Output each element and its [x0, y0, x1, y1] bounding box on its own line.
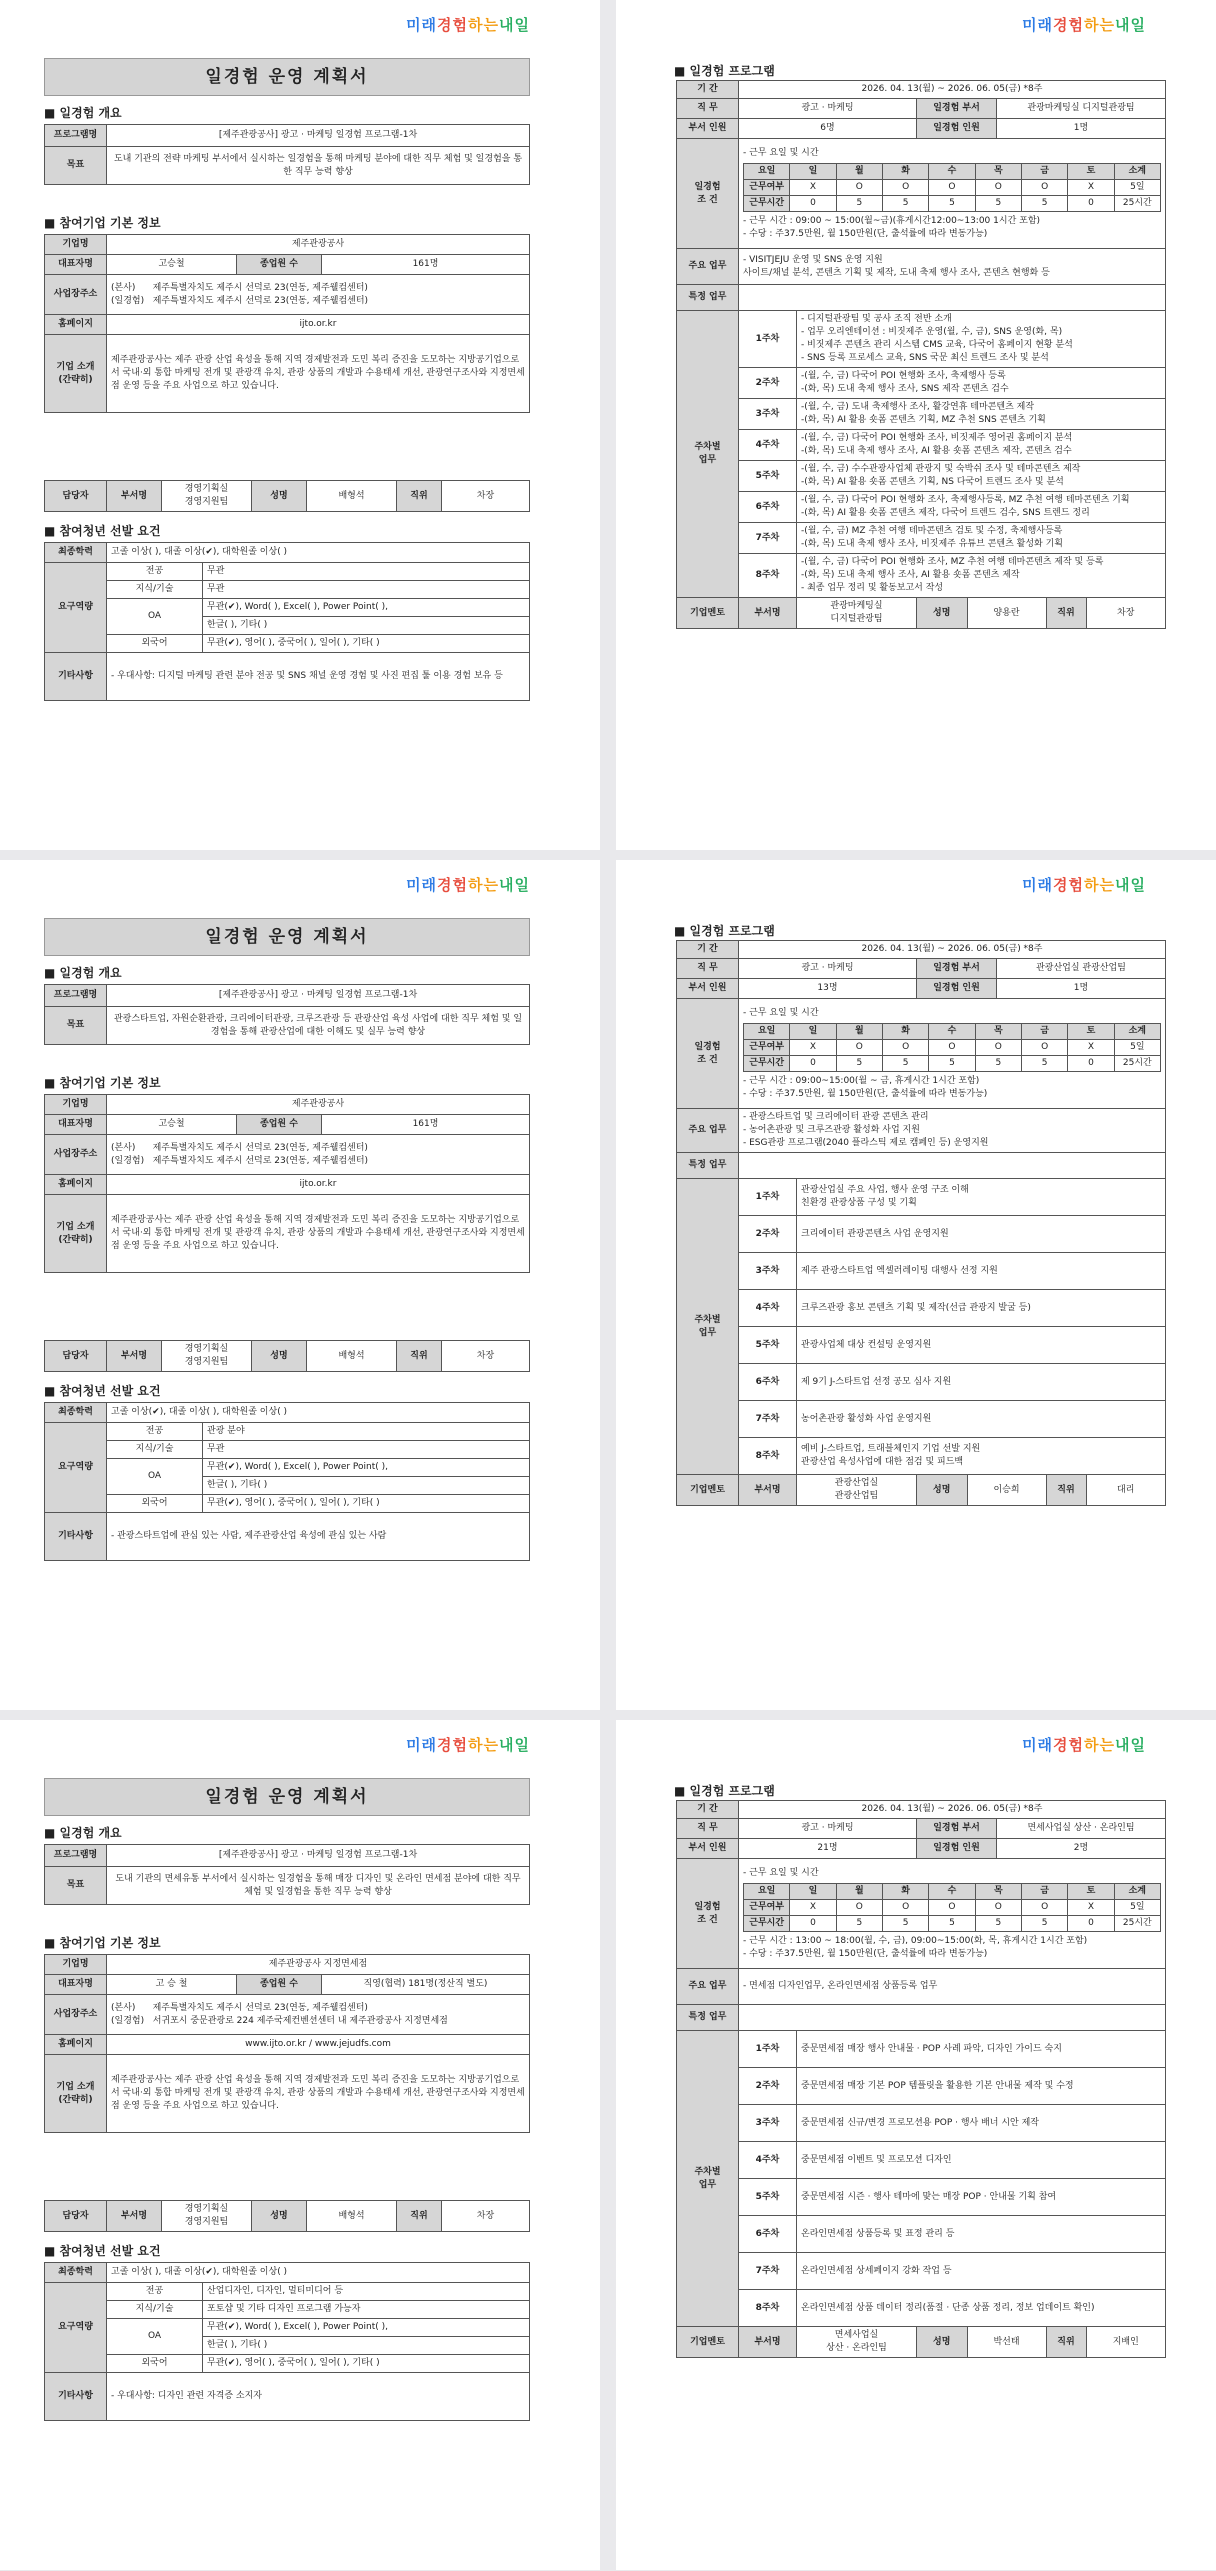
schedule-cell: 5	[975, 195, 1021, 211]
section-heading-requirements: ■ 참여청년 선발 요건	[44, 524, 161, 538]
schedule-cell: O	[1021, 1899, 1067, 1915]
schedule-cell: O	[929, 1039, 975, 1055]
schedule-cell: O	[882, 1899, 928, 1915]
schedule-cell: 근무시간	[744, 195, 790, 211]
schedule-cell: 월	[836, 1883, 882, 1899]
schedule-cell: 5일	[1114, 179, 1160, 195]
week-row	[677, 1327, 1166, 1364]
schedule-cell: 25시간	[1114, 1915, 1160, 1931]
week-label: 6주차	[739, 1364, 797, 1401]
week-row	[677, 523, 1166, 554]
week-task: 중문면세점 신규/변경 프로모션용 POP · 행사 배너 시안 제작	[797, 2105, 1166, 2142]
schedule-cell: 0	[790, 1915, 836, 1931]
program-logo: 미래경험하는내일	[406, 16, 530, 34]
schedule-cell: 목	[975, 163, 1021, 179]
schedule-cell: 5	[1021, 195, 1067, 211]
week-task: 예비 J-스타트업, 트래블체인지 기업 선발 지원 관광산업 육성사업에 대한 점검 및 피드백	[797, 1438, 1166, 1475]
week-label: 6주차	[739, 2216, 797, 2253]
week-task: 중문면세점 매장 행사 안내물 · POP 사례 파악, 디자인 가이드 숙지	[797, 2031, 1166, 2068]
schedule-cell: 25시간	[1114, 195, 1160, 211]
week-label: 5주차	[739, 1327, 797, 1364]
week-task: 온라인면세점 상세페이지 강화 작업 등	[797, 2253, 1166, 2290]
schedule-cell: O	[975, 1899, 1021, 1915]
schedule-cell: 금	[1021, 1883, 1067, 1899]
week-row	[677, 2253, 1166, 2290]
week-label: 3주차	[739, 2105, 797, 2142]
week-row	[677, 1216, 1166, 1253]
week-label: 5주차	[739, 461, 797, 492]
schedule-cell: 0	[790, 195, 836, 211]
schedule-cell: 화	[882, 1883, 928, 1899]
plan-page	[0, 860, 600, 1710]
week-task: - 디지털관광팀 및 공사 조직 전반 소개 - 업무 오리엔테이션 : 비짓제주 운영(월, 수, 금), SNS 운영(화, 목) - 비짓제주 콘텐츠 관리 시스템 CMS 교육, 다국어 홈페이지 현황 분석 - SNS 등록 프로세스 교육, SNS 국문 최신 트렌드 조사 및 분석	[797, 311, 1166, 368]
schedule-cell: 소계	[1114, 163, 1160, 179]
work-schedule-table	[743, 1883, 1161, 1932]
schedule-cell: 토	[1068, 163, 1114, 179]
week-label: 3주차	[739, 1253, 797, 1290]
week-row	[677, 2290, 1166, 2327]
week-task: 크루즈관광 홍보 콘텐츠 기획 및 제작(선급 관광지 발굴 등)	[797, 1290, 1166, 1327]
program-table: 기 간 2026. 04. 13(월) ~ 2026. 06. 05(금) *8주 직 무 광고 · 마케팅 일경험 부서 관광마케팅실 디지털관광팀 부서 인원 6명 일경험 인원 1명 일경험 조 건 - 근무 요일 및 시간 요일 일 월 화 수 목 금 토 소계 근무여부 X O O O O O X 5일 근무시간 0 5 5 5 5 5 0 25시간 - 근무 시간 : 09:00 ~ 15:00(월~금)(휴게시간12:00~13:00 1시간 포함) - 수당 : 주37.5만원, 월 150만원(단, 출석률에 따라 변동가능) 주요 업무 - VISITJEJU 운영 및 SNS 운영 지원 사이트/채널 분석, 콘텐츠 기획 및 제작, 도내 축제 행사 조사, 콘텐츠 현행화 등 특정 업무 주차별 업무 1주차 - 디지털관광팀 및 공사 조직 전반 소개 - 업무 오리엔테이션 : 비짓제주 운영(월, 수, 금), SNS 운영(화, 목) - 비짓제주 콘텐츠 관리 시스템 CMS 교육, 다국어 홈페이지 현황 분석 - SNS 등록 프로세스 교육, SNS 국문 최신 트렌드 조사 및 분석 2주차 -(월, 수, 금) 다국어 POI 현행화 조사, 축제행사 등록 -(화, 목) 도내 축제 행사 조사, SNS 제작 콘텐츠 검수 3주차 -(월, 수, 금) 도내 축제행사 조사, 활강연휴 테마콘텐츠 제작 -(화, 목) AI 활용 숏폼 콘텐츠 기획, MZ 추천 SNS 콘텐츠 기획 4주차 -(월, 수, 금) 다국어 POI 현행화 조사, 비짓제주 영어권 홈페이지 분석 -(화, 목) 도내 축제 행사 조사, AI 활용 숏폼 콘텐츠 제작, 콘텐츠 검수 5주차 -(월, 수, 금) 수수관광사업체 관광지 및 숙박쉬 조사 및 테마콘텐츠 제작 -(화, 목) AI 활용 숏폼 콘텐츠 기획, NS 다국어 트렌드 조사 및 분석 6주차 -(월, 수, 금) 다국어 POI 현행화 조사, 축제행사등록, MZ 추천 여행 테마콘텐츠 기획 -(화, 목) AI 활용 숏폼 콘텐츠 제작, 다국어 트렌드 검수, SNS 트렌드 정리 7주차 -(월, 수, 금) MZ 추천 여행 테마콘텐츠 검토 및 수정, 축제행사등록 -(화, 목) 도내 축제 행사 조사, 비짓제주 유튜브 콘텐츠 활성화 기획 8주차 -(월, 수, 금) 다국어 POI 현행화 조사, MZ 추천 여행 테마콘텐츠 제작 및 등록 -(화, 목) 도내 축제 행사 조사, AI 활용 숏폼 콘텐츠 제작 - 최종 업무 정리 및 활동보고서 작성 기업멘토 부서명 관광마케팅실 디지털관광팀 성명 양용란 직위 차장	[676, 80, 1166, 629]
schedule-cell: X	[790, 1899, 836, 1915]
company-table: 기업명 제주관광공사 대표자명 고승철 종업원 수 161명 사업장주소 (본사) 제주특별자치도 제주시 선덕로 23(연동, 제주웰컴센터) (일경험) 제주특별자치도 제주시 선덕로 23(연동, 제주웰컴센터) 홈페이지 ijto.or.kr 기업 소개 (간략히) 제주관광공사는 제주 관광 산업 육성을 통해 지역 경제발전과 도민 복리 증진을 도모하는 지방공기업으로서 국내·외 통합 마케팅 전개 및 관광객 유치, 관광 상품의 개발과 수용태세 개선, 관광연구조사와 지정면세점 운영 등을 주요 사업으로 하고 있습니다.	[44, 1094, 530, 1273]
schedule-cell: O	[882, 179, 928, 195]
schedule-cell: 5일	[1114, 1039, 1160, 1055]
week-task: 중문면세점 시즌 · 행사 테마에 맞는 매장 POP · 안내물 기획 참여	[797, 2179, 1166, 2216]
week-row	[677, 492, 1166, 523]
schedule-cell: 목	[975, 1023, 1021, 1039]
week-label: 2주차	[739, 2068, 797, 2105]
schedule-cell: 근무여부	[744, 1899, 790, 1915]
schedule-cell: 금	[1021, 1023, 1067, 1039]
schedule-cell: 근무시간	[744, 1915, 790, 1931]
week-task: 농어촌관광 활성화 사업 운영지원	[797, 1401, 1166, 1438]
schedule-cell: 수	[929, 163, 975, 179]
week-task: -(월, 수, 금) 다국어 POI 현행화 조사, MZ 추천 여행 테마콘텐츠 제작 및 등록 -(화, 목) 도내 축제 행사 조사, AI 활용 숏폼 콘텐츠 제작 - 최종 업무 정리 및 활동보고서 작성	[797, 554, 1166, 598]
week-row	[677, 1290, 1166, 1327]
program-page	[616, 1720, 1216, 2570]
schedule-cell: 0	[790, 1055, 836, 1071]
week-row	[677, 554, 1166, 598]
program-table: 기 간 2026. 04. 13(월) ~ 2026. 06. 05(금) *8주 직 무 광고 · 마케팅 일경험 부서 면세사업실 상산 · 온라인팀 부서 인원 21명 일경험 인원 2명 일경험 조 건 - 근무 요일 및 시간 요일 일 월 화 수 목 금 토 소계 근무여부 X O O O O O X 5일 근무시간 0 5 5 5 5 5 0 25시간 - 근무 시간 : 13:00 ~ 18:00(월, 수, 금), 09:00~15:00(화, 목, 휴게시간 1시간 포함) - 수당 : 주37.5만원, 월 150만원(단, 출석률에 따라 변동가능) 주요 업무 - 면세점 디자인업무, 온라인면세점 상품등록 업무 특정 업무 주차별 업무 1주차 중문면세점 매장 행사 안내물 · POP 사례 파악, 디자인 가이드 숙지 2주차 중문면세점 매장 기본 POP 템플릿을 활용한 기본 안내물 제작 및 수정 3주차 중문면세점 신규/변경 프로모션용 POP · 행사 배너 시안 제작 4주차 중문면세점 이벤트 및 프로모션 디자인 5주차 중문면세점 시즌 · 행사 테마에 맞는 매장 POP · 안내물 기획 참여 6주차 온라인면세점 상품등록 및 표정 관리 등 7주차 온라인면세점 상세페이지 강화 작업 등 8주차 온라인면세점 상품 데이터 정리(품절 · 단종 상품 정리, 정보 업데이트 확인) 기업멘토 부서명 면세사업실 상산 · 온라인팀 성명 박선태 직위 지배인	[676, 1800, 1166, 2358]
section-heading-program: ■ 일경험 프로그램	[674, 64, 775, 78]
week-row	[677, 368, 1166, 399]
week-row	[677, 1438, 1166, 1475]
work-schedule-table	[743, 163, 1161, 212]
schedule-cell: O	[975, 1039, 1021, 1055]
schedule-cell: X	[790, 179, 836, 195]
section-heading-company: ■ 참여기업 기본 정보	[44, 216, 161, 230]
schedule-cell: 5	[882, 195, 928, 211]
schedule-cell: O	[1021, 179, 1067, 195]
week-task: 관광사업체 대상 컨설팅 운영지원	[797, 1327, 1166, 1364]
schedule-cell: 소계	[1114, 1883, 1160, 1899]
schedule-cell: 일	[790, 1883, 836, 1899]
schedule-cell: 화	[882, 163, 928, 179]
program-page	[616, 0, 1216, 850]
week-task: 중문면세점 이벤트 및 프로모션 디자인	[797, 2142, 1166, 2179]
week-label: 7주차	[739, 523, 797, 554]
week-label: 4주차	[739, 1290, 797, 1327]
program-logo: 미래경험하는내일	[1022, 876, 1146, 894]
schedule-cell: X	[1068, 179, 1114, 195]
program-logo: 미래경험하는내일	[406, 1736, 530, 1754]
overview-table: 프로그램명 [제주관광공사] 광고 · 마케팅 일경험 프로그램-1차 목표 도내 기관의 면세유통 부서에서 실시하는 일경험을 통해 매장 디자인 및 온라인 면세점 분야에 대한 직무 체험 및 일경험을 통한 직무 능력 향상	[44, 1844, 530, 1905]
manager-table: 담당자 부서명 경영기획실 경영지원팀 성명 배형석 직위 차장	[44, 480, 530, 512]
week-task: 제 9기 J-스타트업 선정 공모 심사 지원	[797, 1364, 1166, 1401]
schedule-cell: 목	[975, 1883, 1021, 1899]
schedule-cell: 월	[836, 1023, 882, 1039]
week-label: 8주차	[739, 1438, 797, 1475]
section-heading-overview: ■ 일경험 개요	[44, 1826, 122, 1840]
weekly-label: 주차별 업무	[677, 311, 739, 598]
overview-table: 프로그램명 [제주관광공사] 광고 · 마케팅 일경험 프로그램-1차 목표 도내 기관의 전략 마케팅 부서에서 실시하는 일경험을 통해 마케팅 분야에 대한 직무 체험 및 일경험을 통한 직무 능력 향상	[44, 124, 530, 185]
schedule-cell: 0	[1068, 195, 1114, 211]
week-row	[677, 311, 1166, 368]
schedule-cell: 25시간	[1114, 1055, 1160, 1071]
schedule-cell: 화	[882, 1023, 928, 1039]
schedule-cell: 5	[929, 1915, 975, 1931]
week-row	[677, 2216, 1166, 2253]
week-row	[677, 1364, 1166, 1401]
week-label: 7주차	[739, 2253, 797, 2290]
weekly-label: 주차별 업무	[677, 1179, 739, 1475]
schedule-cell: X	[1068, 1899, 1114, 1915]
week-label: 4주차	[739, 430, 797, 461]
week-task: -(월, 수, 금) 수수관광사업체 관광지 및 숙박쉬 조사 및 테마콘텐츠 제작 -(화, 목) AI 활용 숏폼 콘텐츠 기획, NS 다국어 트렌드 조사 및 분석	[797, 461, 1166, 492]
week-label: 2주차	[739, 368, 797, 399]
week-label: 1주차	[739, 1179, 797, 1216]
plan-page	[0, 0, 600, 850]
company-table: 기업명 제주관광공사 대표자명 고승철 종업원 수 161명 사업장주소 (본사) 제주특별자치도 제주시 선덕로 23(연동, 제주웰컴센터) (일경험) 제주특별자치도 제주시 선덕로 23(연동, 제주웰컴센터) 홈페이지 ijto.or.kr 기업 소개 (간략히) 제주관광공사는 제주 관광 산업 육성을 통해 지역 경제발전과 도민 복리 증진을 도모하는 지방공기업으로서 국내·외 통합 마케팅 전개 및 관광객 유치, 관광 상품의 개발과 수용태세 개선, 관광연구조사와 지정면세점 운영 등을 주요 사업으로 하고 있습니다.	[44, 234, 530, 413]
week-task: 제주 관광스타트업 엑셀러레이팅 대행사 선정 지원	[797, 1253, 1166, 1290]
schedule-cell: O	[929, 179, 975, 195]
program-page	[616, 860, 1216, 1710]
week-task: 관광산업실 주요 사업, 행사 운영 구조 이해 친환경 관광상품 구성 및 기획	[797, 1179, 1166, 1216]
manager-table: 담당자 부서명 경영기획실 경영지원팀 성명 배형석 직위 차장	[44, 1340, 530, 1372]
schedule-cell: 5	[1021, 1915, 1067, 1931]
week-label: 4주차	[739, 2142, 797, 2179]
requirements-table: 최종학력 고졸 이상( ), 대졸 이상(✔), 대학원졸 이상( ) 요구역량 전공 산업디자인, 디자인, 멀티미디어 등 지식/기술 포토샵 및 기타 디자인 프로그램 가능자 OA 무관(✔), Word( ), Excel( ), Power Point( ), 한글( ), 기타( ) 외국어 무관(✔), 영어( ), 중국어( ), 일어( ), 기타( ) 기타사항 - 우대사항: 디자인 관련 자격증 소지자	[44, 2262, 530, 2421]
schedule-cell: 5	[836, 195, 882, 211]
program-logo: 미래경험하는내일	[1022, 16, 1146, 34]
schedule-cell: 요일	[744, 1023, 790, 1039]
week-label: 3주차	[739, 399, 797, 430]
schedule-cell: 월	[836, 163, 882, 179]
section-heading-program: ■ 일경험 프로그램	[674, 924, 775, 938]
schedule-cell: 수	[929, 1883, 975, 1899]
week-task: -(월, 수, 금) MZ 추천 여행 테마콘텐츠 검토 및 수정, 축제행사등록 -(화, 목) 도내 축제 행사 조사, 비짓제주 유튜브 콘텐츠 활성화 기획	[797, 523, 1166, 554]
schedule-cell: 5일	[1114, 1899, 1160, 1915]
week-row	[677, 2031, 1166, 2068]
schedule-cell: 요일	[744, 163, 790, 179]
week-task: -(월, 수, 금) 다국어 POI 현행화 조사, 비짓제주 영어권 홈페이지 분석 -(화, 목) 도내 축제 행사 조사, AI 활용 숏폼 콘텐츠 제작, 콘텐츠 검수	[797, 430, 1166, 461]
plan-page	[0, 1720, 600, 2570]
schedule-cell: O	[836, 179, 882, 195]
schedule-cell: O	[836, 1039, 882, 1055]
week-label: 1주차	[739, 2031, 797, 2068]
week-label: 6주차	[739, 492, 797, 523]
schedule-cell: X	[790, 1039, 836, 1055]
schedule-cell: 5	[836, 1055, 882, 1071]
week-task: -(월, 수, 금) 다국어 POI 현행화 조사, 축제행사등록, MZ 추천 여행 테마콘텐츠 기획 -(화, 목) AI 활용 숏폼 콘텐츠 제작, 다국어 트렌드 검수, SNS 트렌드 정리	[797, 492, 1166, 523]
week-label: 5주차	[739, 2179, 797, 2216]
week-row	[677, 2105, 1166, 2142]
section-heading-program: ■ 일경험 프로그램	[674, 1784, 775, 1798]
work-schedule-table	[743, 1023, 1161, 1072]
section-heading-requirements: ■ 참여청년 선발 요건	[44, 2244, 161, 2258]
schedule-cell: 5	[929, 1055, 975, 1071]
week-label: 7주차	[739, 1401, 797, 1438]
schedule-cell: 근무시간	[744, 1055, 790, 1071]
requirements-table: 최종학력 고졸 이상( ), 대졸 이상(✔), 대학원졸 이상( ) 요구역량 전공 무관 지식/기술 무관 OA 무관(✔), Word( ), Excel( ), Power Point( ), 한글( ), 기타( ) 외국어 무관(✔), 영어( ), 중국어( ), 일어( ), 기타( ) 기타사항 - 우대사항: 디지털 마케팅 관련 분야 전공 및 SNS 채널 운영 경험 및 사진 편집 툴 이용 경험 보유 등	[44, 542, 530, 701]
mentor-table: 성명 박선태 직위 지배인	[917, 2327, 1165, 2357]
schedule-cell: 요일	[744, 1883, 790, 1899]
schedule-cell: 5	[975, 1055, 1021, 1071]
week-label: 2주차	[739, 1216, 797, 1253]
week-task: 중문면세점 매장 기본 POP 템플릿을 활용한 기본 안내물 제작 및 수정	[797, 2068, 1166, 2105]
schedule-cell: 5	[882, 1915, 928, 1931]
schedule-cell: 근무여부	[744, 1039, 790, 1055]
section-heading-overview: ■ 일경험 개요	[44, 106, 122, 120]
requirements-table: 최종학력 고졸 이상(✔), 대졸 이상( ), 대학원졸 이상( ) 요구역량 전공 관광 분야 지식/기술 무관 OA 무관(✔), Word( ), Excel( ), Power Point( ), 한글( ), 기타( ) 외국어 무관(✔), 영어( ), 중국어( ), 일어( ), 기타( ) 기타사항 - 관광스타트업에 관심 있는 사람, 제주관광산업 육성에 관심 있는 사람	[44, 1402, 530, 1561]
schedule-cell: O	[836, 1899, 882, 1915]
program-table: 기 간 2026. 04. 13(월) ~ 2026. 06. 05(금) *8주 직 무 광고 · 마케팅 일경험 부서 관광산업실 관광산업팀 부서 인원 13명 일경험 인원 1명 일경험 조 건 - 근무 요일 및 시간 요일 일 월 화 수 목 금 토 소계 근무여부 X O O O O O X 5일 근무시간 0 5 5 5 5 5 0 25시간 - 근무 시간 : 09:00~15:00(월 ~ 금, 휴게시간 1시간 포함) - 수당 : 주37.5만원, 월 150만원(단, 출석률에 따라 변동가능) 주요 업무 - 관광스타트업 및 크리에이터 관광 콘텐츠 관리 - 농어촌관광 및 크루즈관광 활성화 사업 지원 - ESG관광 프로그램(2040 플라스틱 제로 캠페인 등) 운영지원 특정 업무 주차별 업무 1주차 관광산업실 주요 사업, 행사 운영 구조 이해 친환경 관광상품 구성 및 기획 2주차 크리에이터 관광콘텐츠 사업 운영지원 3주차 제주 관광스타트업 엑셀러레이팅 대행사 선정 지원 4주차 크루즈관광 홍보 콘텐츠 기획 및 제작(선급 관광지 발굴 등) 5주차 관광사업체 대상 컨설팅 운영지원 6주차 제 9기 J-스타트업 선정 공모 심사 지원 7주차 농어촌관광 활성화 사업 운영지원 8주차 예비 J-스타트업, 트래블체인지 기업 선발 지원 관광산업 육성사업에 대한 점검 및 피드백 기업멘토 부서명 관광산업실 관광산업팀 성명 이승희 직위 대리	[676, 940, 1166, 1506]
page-title: 일경험 운영 계획서	[44, 58, 530, 96]
section-heading-overview: ■ 일경험 개요	[44, 966, 122, 980]
schedule-cell: 0	[1068, 1055, 1114, 1071]
schedule-cell: O	[975, 179, 1021, 195]
week-row	[677, 2179, 1166, 2216]
schedule-cell: 5	[975, 1915, 1021, 1931]
week-row	[677, 2142, 1166, 2179]
mentor-table: 성명 이승희 직위 대리	[917, 1475, 1165, 1505]
section-heading-company: ■ 참여기업 기본 정보	[44, 1076, 161, 1090]
week-row	[677, 430, 1166, 461]
week-row	[677, 1253, 1166, 1290]
week-task: 크리에이터 관광콘텐츠 사업 운영지원	[797, 1216, 1166, 1253]
week-row	[677, 2068, 1166, 2105]
week-label: 8주차	[739, 554, 797, 598]
schedule-cell: 5	[929, 195, 975, 211]
schedule-cell: 금	[1021, 163, 1067, 179]
week-task: -(월, 수, 금) 도내 축제행사 조사, 활강연휴 테마콘텐츠 제작 -(화, 목) AI 활용 숏폼 콘텐츠 기획, MZ 추천 SNS 콘텐츠 기획	[797, 399, 1166, 430]
schedule-cell: O	[882, 1039, 928, 1055]
week-row	[677, 1401, 1166, 1438]
week-row	[677, 1179, 1166, 1216]
schedule-cell: 토	[1068, 1023, 1114, 1039]
section-heading-requirements: ■ 참여청년 선발 요건	[44, 1384, 161, 1398]
schedule-cell: 근무여부	[744, 179, 790, 195]
week-label: 8주차	[739, 2290, 797, 2327]
schedule-cell: 0	[1068, 1915, 1114, 1931]
schedule-cell: 5	[836, 1915, 882, 1931]
schedule-cell: O	[929, 1899, 975, 1915]
week-task: 온라인면세점 상품 데이터 정리(품절 · 단종 상품 정리, 정보 업데이트 확인)	[797, 2290, 1166, 2327]
week-row	[677, 399, 1166, 430]
schedule-cell: 일	[790, 163, 836, 179]
schedule-cell: 토	[1068, 1883, 1114, 1899]
schedule-cell: 수	[929, 1023, 975, 1039]
schedule-cell: O	[1021, 1039, 1067, 1055]
company-table: 기업명 제주관광공사 지정면세점 대표자명 고 승 철 종업원 수 직영(협력) 181명(정산직 별도) 사업장주소 (본사) 제주특별자치도 제주시 선덕로 23(연동, 제주웰컴센터) (일경험) 서귀포시 중문관광로 224 제주국제컨벤션센터 내 제주관광공사 지정면세점 홈페이지 www.ijto.or.kr / www.jejudfs.com 기업 소개 (간략히) 제주관광공사는 제주 관광 산업 육성을 통해 지역 경제발전과 도민 복리 증진을 도모하는 지방공기업으로서 국내·외 통합 마케팅 전개 및 관광객 유치, 관광 상품의 개발과 수용태세 개선, 관광연구조사와 지정면세점 운영 등을 주요 사업으로 하고 있습니다.	[44, 1954, 530, 2133]
schedule-cell: 소계	[1114, 1023, 1160, 1039]
weekly-label: 주차별 업무	[677, 2031, 739, 2327]
overview-table: 프로그램명 [제주관광공사] 광고 · 마케팅 일경험 프로그램-1차 목표 관광스타트업, 자원순환관광, 크리에이터관광, 크루즈관광 등 관광산업 육성 사업에 대한 직무 체험 및 일경험을 통해 관광산업에 대한 이해도 및 실무 능력 향상	[44, 984, 530, 1045]
week-row	[677, 461, 1166, 492]
program-logo: 미래경험하는내일	[406, 876, 530, 894]
manager-table: 담당자 부서명 경영기획실 경영지원팀 성명 배형석 직위 차장	[44, 2200, 530, 2232]
mentor-table: 성명 양용란 직위 차장	[917, 598, 1165, 628]
program-logo: 미래경험하는내일	[1022, 1736, 1146, 1754]
schedule-cell: 5	[1021, 1055, 1067, 1071]
section-heading-company: ■ 참여기업 기본 정보	[44, 1936, 161, 1950]
week-label: 1주차	[739, 311, 797, 368]
schedule-cell: X	[1068, 1039, 1114, 1055]
page-title: 일경험 운영 계획서	[44, 918, 530, 956]
schedule-cell: 5	[882, 1055, 928, 1071]
page-title: 일경험 운영 계획서	[44, 1778, 530, 1816]
week-task: -(월, 수, 금) 다국어 POI 현행화 조사, 축제행사 등록 -(화, 목) 도내 축제 행사 조사, SNS 제작 콘텐츠 검수	[797, 368, 1166, 399]
schedule-cell: 일	[790, 1023, 836, 1039]
week-task: 온라인면세점 상품등록 및 표정 관리 등	[797, 2216, 1166, 2253]
